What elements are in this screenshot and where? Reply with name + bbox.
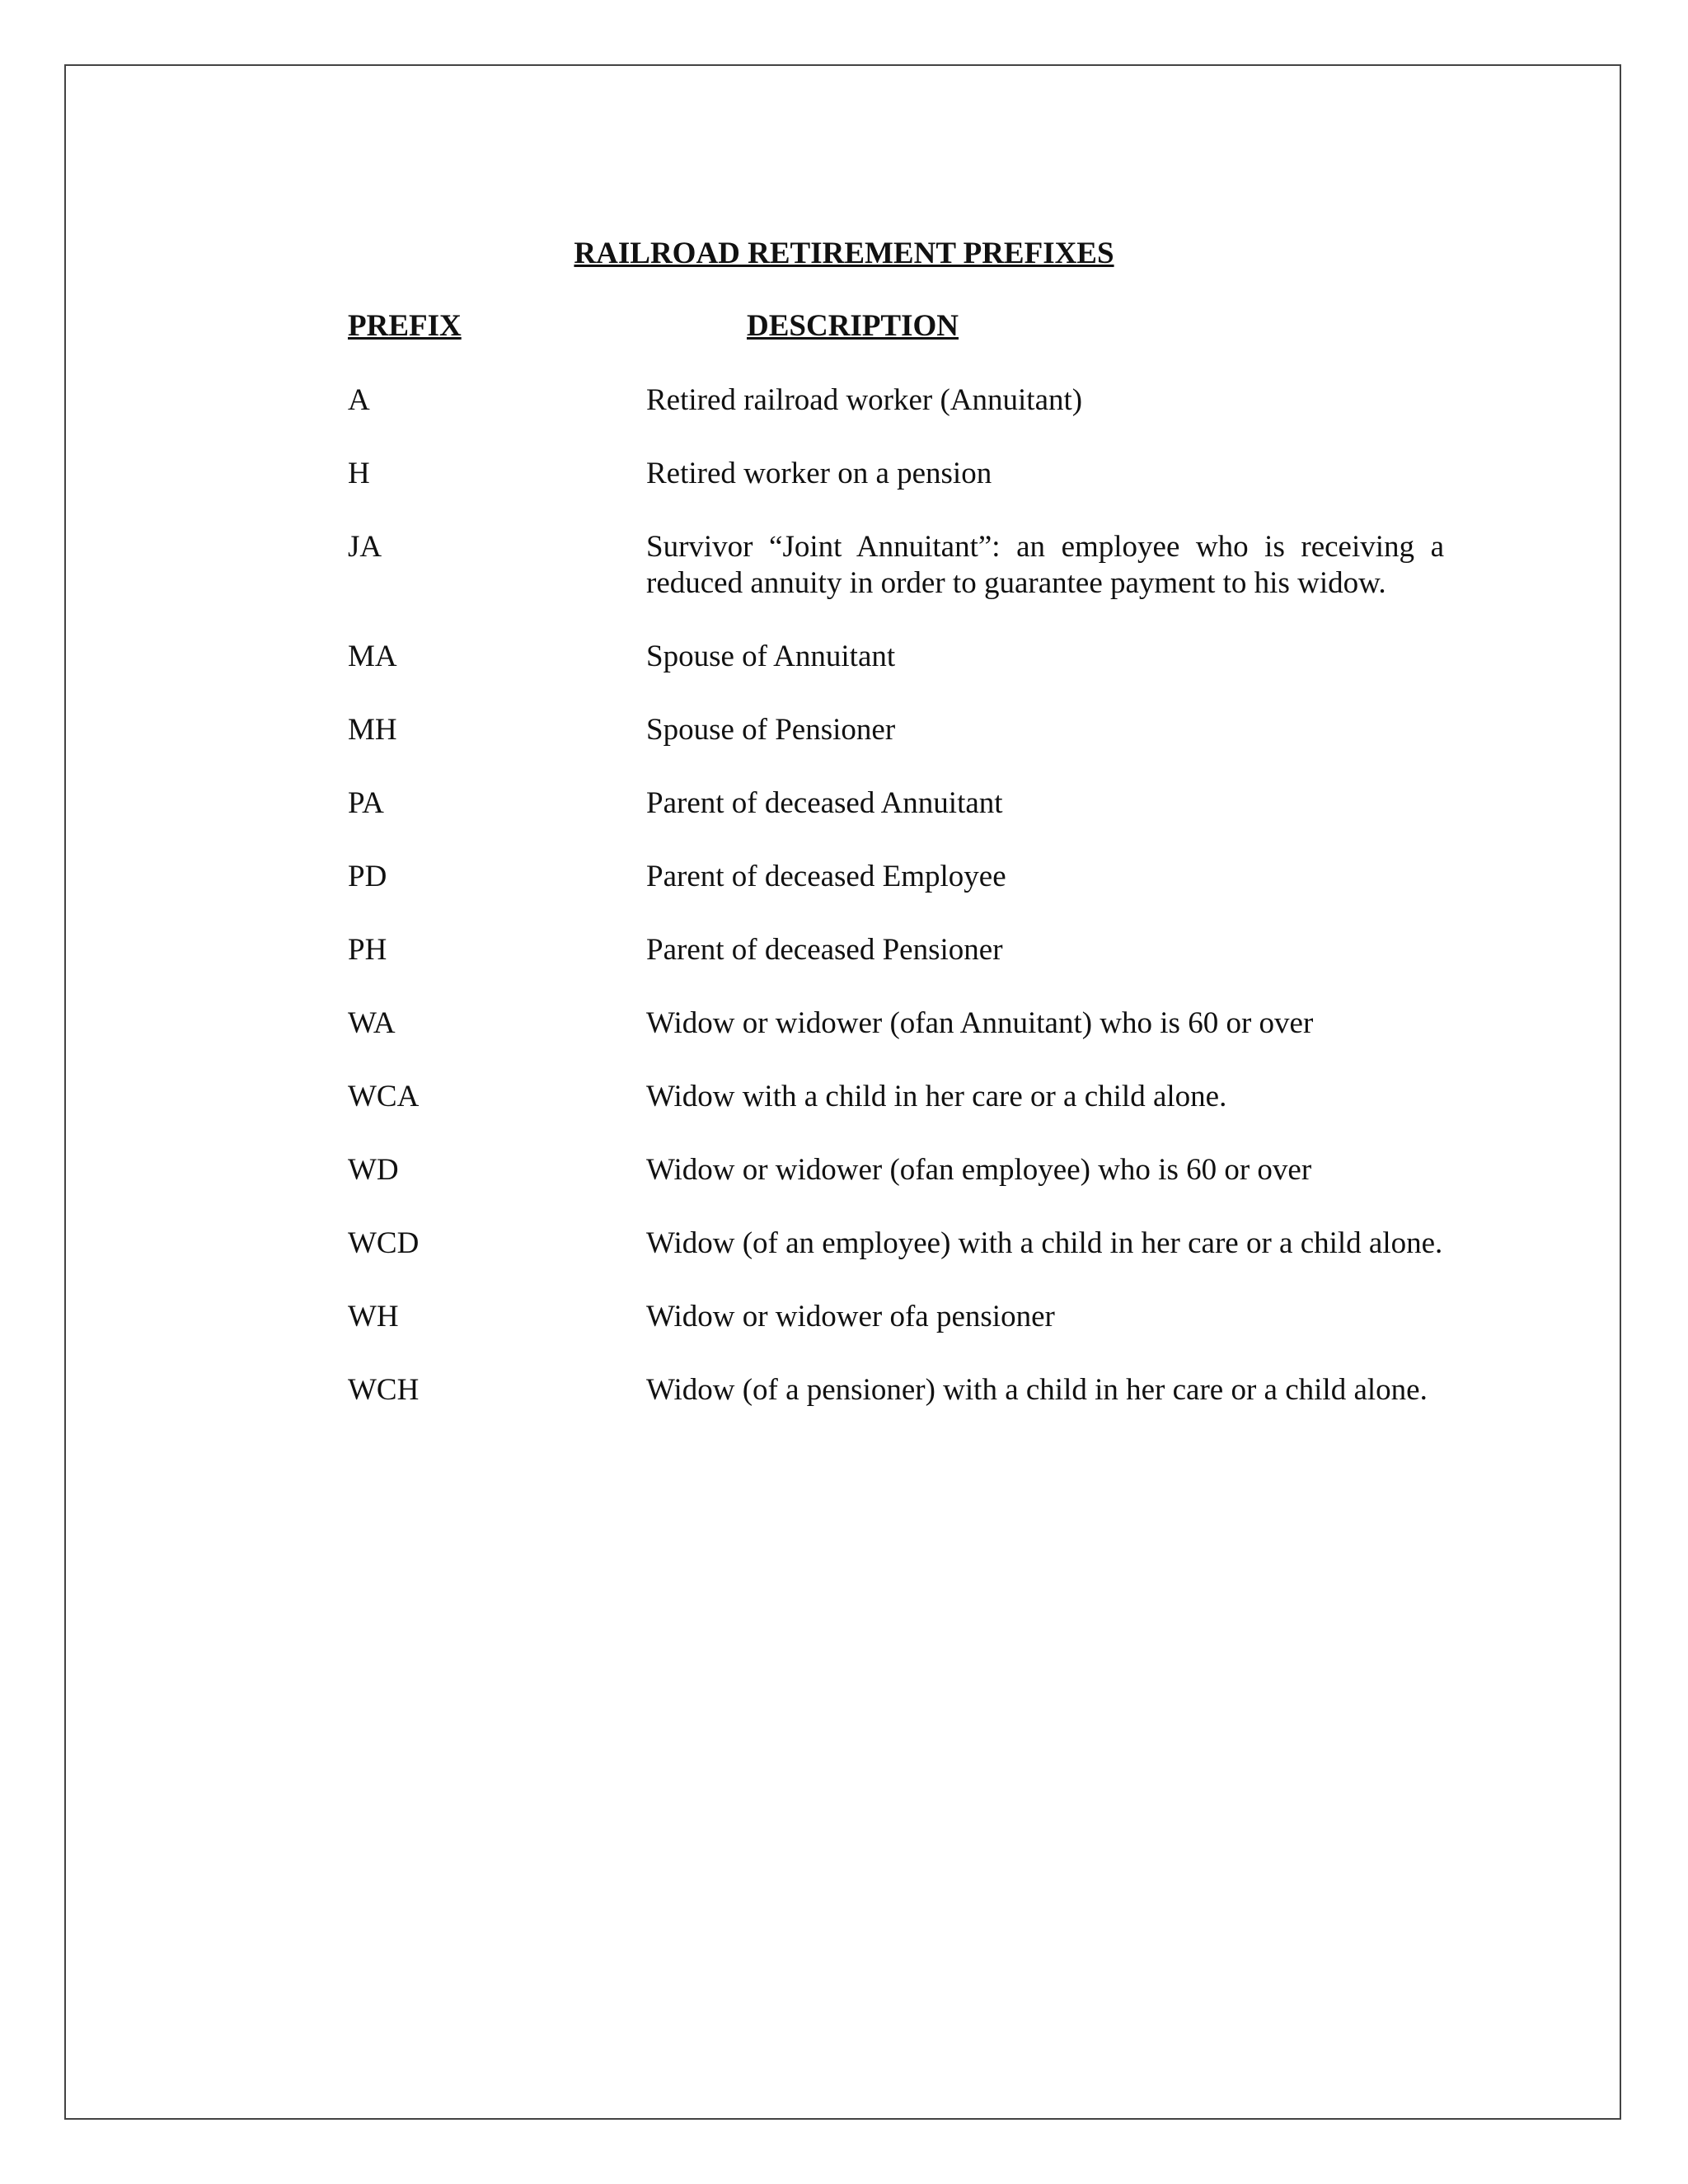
prefix-description: Widow (of a pensioner) with a child in her care or a child alone. (646, 1373, 1428, 1407)
prefix-code: WCH (348, 1373, 420, 1407)
prefix-description: Retired railroad worker (Annuitant) (646, 383, 1083, 417)
prefix-code: PA (348, 786, 384, 820)
description-column-header: DESCRIPTION (747, 309, 959, 343)
prefix-code: MA (348, 640, 397, 673)
table-row (348, 712, 1444, 748)
prefix-code: WCA (348, 1080, 420, 1113)
prefix-description: Parent of deceased Annuitant (646, 786, 1003, 820)
prefix-code: WA (348, 1006, 396, 1040)
prefix-description: Widow or widower (ofan employee) who is 60 or over (646, 1153, 1312, 1187)
prefix-table (348, 382, 1444, 1446)
prefix-code: H (348, 457, 370, 490)
prefix-code: WH (348, 1300, 399, 1333)
prefix-column-header: PREFIX (348, 309, 462, 343)
table-row (348, 1152, 1444, 1188)
document-title: RAILROAD RETIREMENT PREFIXES (574, 237, 1114, 270)
prefix-description: Parent of deceased Employee (646, 860, 1006, 893)
table-row (348, 1226, 1444, 1262)
table-row (348, 932, 1444, 968)
prefix-description: Parent of deceased Pensioner (646, 933, 1003, 967)
table-row (348, 639, 1444, 675)
table-row (348, 456, 1444, 492)
prefix-code: JA (348, 530, 382, 564)
prefix-code: WD (348, 1153, 399, 1187)
table-row (348, 859, 1444, 895)
prefix-description: Widow or widower ofa pensioner (646, 1300, 1055, 1333)
prefix-code: WCD (348, 1226, 420, 1260)
table-row (348, 1005, 1444, 1042)
table-row (348, 382, 1444, 419)
prefix-description: Retired worker on a pension (646, 457, 992, 490)
prefix-description: Widow or widower (ofan Annuitant) who is 60 or over (646, 1006, 1314, 1040)
table-row (348, 529, 1444, 602)
table-row (348, 1372, 1444, 1408)
table-row (348, 1299, 1444, 1335)
table-row (348, 1079, 1444, 1115)
prefix-description: Spouse of Pensioner (646, 713, 896, 747)
prefix-description: Spouse of Annuitant (646, 640, 896, 673)
table-row (348, 785, 1444, 822)
prefix-description: Survivor “Joint Annuitant”: an employee who is receiving a reduced annuity in order to guarantee payment to his widow. (646, 530, 1444, 600)
prefix-code: PH (348, 933, 387, 967)
prefix-description: Widow (of an employee) with a child in her care or a child alone. (646, 1226, 1443, 1260)
prefix-description: Widow with a child in her care or a child alone. (646, 1080, 1227, 1113)
prefix-code: PD (348, 860, 387, 893)
prefix-code: A (348, 383, 370, 417)
prefix-code: MH (348, 713, 397, 747)
